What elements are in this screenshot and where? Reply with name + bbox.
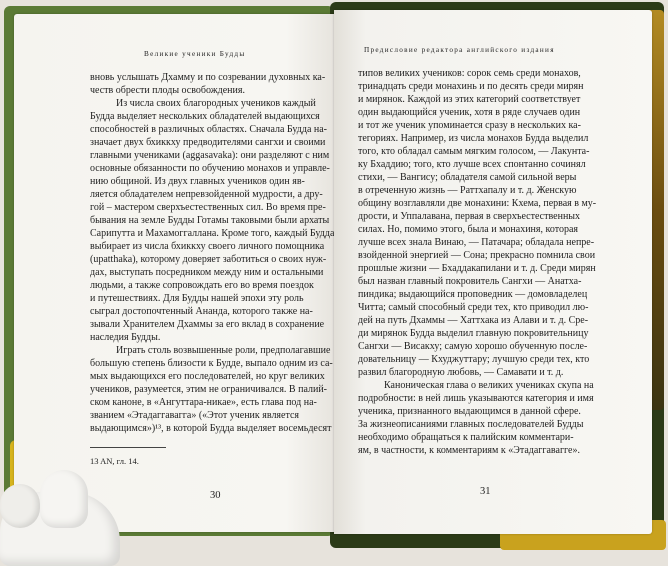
right-page — [334, 10, 652, 534]
text-line: Сангхи — Висакху; самую хорошо обученную после- — [358, 341, 588, 352]
left-page — [14, 14, 334, 532]
text-line: был назван главный покровитель Сангхи — Анатха- — [358, 276, 582, 287]
right-page-header: Предисловие редактора английского издания — [364, 46, 555, 54]
footnote: 13 AN, гл. 14. — [90, 456, 139, 466]
text-line: сыграл достопочтенный Ананда, которого также на- — [90, 306, 313, 317]
text-line: большую степень близости к Будде, выпало одним из са- — [90, 358, 333, 369]
text-line: дах, выступать посредником между ним и остальными — [90, 267, 324, 278]
text-line: тринадцать среди монахинь и по десять среди мирян — [358, 81, 584, 92]
text-line: наследия Будды. — [90, 332, 161, 343]
text-line: способностей в различных областях. Сначала Будда на- — [90, 124, 328, 135]
text-line: ди мирянок Будда выделил главную покровительницу — [358, 328, 589, 339]
text-line: силах. Но, помимо этого, была и монахиня, которая — [358, 224, 578, 235]
text-line: того, кто обладал самым мягким голосом, — Лакунта- — [358, 146, 590, 157]
text-line: главными учениками (aggasavaka): они разделяют с ним — [90, 150, 330, 161]
page-number-right: 31 — [480, 486, 491, 497]
text-line: общину возглавляли две монахини: Кхема, первая в му- — [358, 198, 597, 209]
text-line: Сарипутта и Махамоггаллана. Кроме того, каждый Будда — [90, 228, 335, 239]
text-line: нию общиной. Из двух главных учеников один яв- — [90, 176, 305, 187]
left-page-header: Великие ученики Будды — [144, 50, 246, 58]
text-line: взойденной энергией — Сона; прекрасно помнила свои — [358, 250, 596, 261]
text-line: Из числа своих благородных учеников каждый — [116, 98, 316, 109]
text-line: подробности: в ней лишь указываются категория и имя — [358, 393, 594, 404]
text-line: ляется обладателем непревзойденной мудрости, а дру- — [90, 189, 323, 200]
text-line: ученика, признанного выдающимся в данной сфере. — [358, 406, 581, 417]
text-line: За жизнеописаниями главных последователей Будды — [358, 419, 584, 430]
left-page-body — [90, 71, 338, 435]
text-line: лучше всех знала Винаю, — Патачара; обладала непре- — [358, 237, 595, 248]
page-number-left: 30 — [210, 490, 221, 501]
text-line: пиндика; выдающийся проповедник — домовладелец — [358, 289, 588, 300]
text-line: мых выдающихся его последователей, но круг великих — [90, 371, 325, 382]
hand-finger — [0, 484, 40, 528]
text-line: и тот же ученик упоминается сразу в нескольких ка- — [358, 120, 581, 131]
text-line: значает двух бхиккху предводителями сангхи и своими — [90, 137, 326, 148]
text-line: учеников, разумеется, этим не ограничивался. В палий- — [90, 384, 327, 395]
text-line: людьми, а также сопровождать его во время поездок — [90, 280, 314, 291]
text-line: ку Бхаддию; того, кто лучше всех спонтанно сочинял — [358, 159, 586, 170]
text-line: необходимо обращаться к палийским комментари- — [358, 432, 574, 443]
text-line: бывания на земле Будды Готамы таковыми были архаты — [90, 215, 330, 226]
text-line: выбирает из числа бхиккху своего личного помощника — [90, 241, 325, 252]
text-line: и путешествиях. Для Будды нашей эпохи эту роль — [90, 293, 304, 304]
text-line: Читта; самый способный среди тех, кто приводил лю- — [358, 302, 589, 313]
text-line: один выдающийся ученик, хотя в ряде случаев один — [358, 107, 581, 118]
text-line: зывали Хранителем Дхаммы за его вклад в сохранение — [90, 319, 325, 330]
text-line: (upatthaka), которому доверяет заботиться о своих нуж- — [90, 254, 327, 265]
text-line: ям, в частности, к комментариям к «Этадаггавагге». — [358, 445, 580, 456]
text-line: развил благородную любовь, — Самавати и т. д. — [358, 367, 564, 378]
text-line: Каноническая глава о великих учениках скупа на — [384, 380, 594, 391]
text-line: довательницу — Кхуджуттару; лучшую среди тех, кто — [358, 354, 590, 365]
text-line: Играть столь возвышенные роли, предполагавшие — [116, 345, 331, 356]
text-line: ском каноне, в «Ангуттара-никае», есть глава под на- — [90, 397, 317, 408]
holding-hand — [0, 470, 130, 564]
text-line: и мирянок. Каждой из этих категорий соответствует — [358, 94, 581, 105]
text-line: основные обязанности по обучению монахов и управле- — [90, 163, 330, 174]
footnote-rule — [90, 447, 166, 448]
text-line: вновь услышать Дхамму и по созревании духовных ка- — [90, 72, 326, 83]
text-line: в отреченную жизнь — Раттхапалу и т. д. Женскую — [358, 185, 577, 196]
text-line: прошлые жизни — Бхаддакапилани и т. д. Среди мирян — [358, 263, 596, 274]
hand-thumb — [40, 470, 88, 528]
text-line: типов великих учеников: сорок семь среди монахов, — [358, 68, 581, 79]
text-line: тегориях. Например, из числа монахов Будда выделил — [358, 133, 589, 144]
text-line: выдающимся»)¹³, в которой Будда выделяет восемьдесят — [90, 423, 332, 434]
text-line: дрости, и Уппалавана, первая в сверхъестественных — [358, 211, 581, 222]
text-line: дей на путь Дхаммы — Хаттхака из Алави и т. д. Сре- — [358, 315, 589, 326]
right-page-body — [358, 67, 618, 457]
text-line: званием «Этадаггавагга» («Этот ученик является — [90, 410, 300, 421]
text-line: гой – мастером сверхъестественных сил. Во время пре- — [90, 202, 326, 213]
text-line: стихи, — Вангису; обладателя самой сильной веры — [358, 172, 577, 183]
text-line: Будда выделяет нескольких обладателей выдающихся — [90, 111, 320, 122]
text-line: честв обрести плоды освобождения. — [90, 85, 245, 96]
